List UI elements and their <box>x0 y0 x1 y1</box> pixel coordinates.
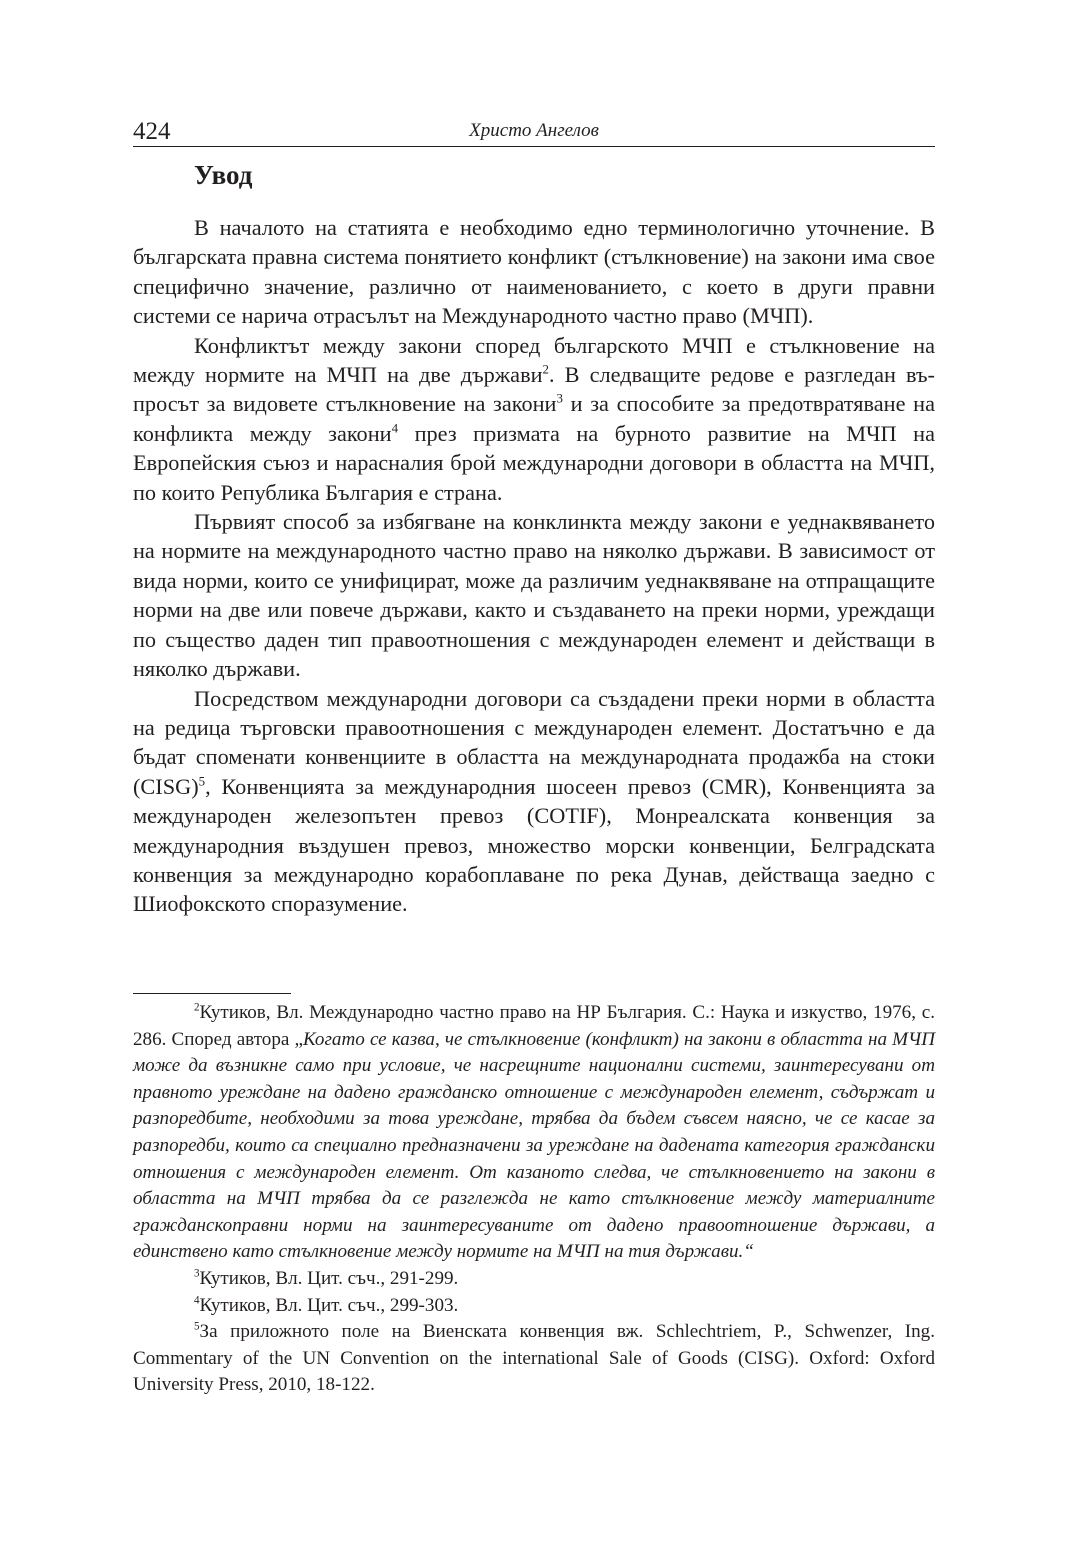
paragraph-4-text-b: , Конвенцията за международния шосеен превоз (CMR), Конвенцията за международен железопътен превоз (COTIF), Монреалската конвенция за международния въздушен превоз, множество морски конвенции, Белградската конвенция за международно корабоплаване по река Дунав, действаща заедно с Шиофокското споразумение. <box>133 773 935 917</box>
footnotes <box>133 1000 935 1399</box>
footnote-ref-3[interactable]: 3 <box>556 391 563 407</box>
footnote-ref-2[interactable]: 2 <box>542 361 549 377</box>
footnote-2-quote: Когато се казва, че стълкновение (конфликт) на закони в областта на МЧП може да възникне само при условие, че насрещните национални системи, заинтересувани от правното уреждане на дадено гражданско отношение с международен елемент, съдържат и разпоредбите, необходими за това уреждане, трябва да бъдем съвсем наясно, че се касае за разпоредби, които са специално предназначени за уреждане на дадената категория граждански отношения с международен елемент. От казаното следва, че стълкновението на закони в областта на МЧП трябва да се разглежда не като стълкновение между материалните гражданскоправни норми на заинтересуваните от дадено правоотношение държави, а единствено като стълкновение между нормите на МЧП на тия държави.“ <box>133 1028 935 1263</box>
paragraph-3: Първият способ за избягване на конклинкта между закони е уеднаквяването на нормите на международното частно право на няколко държави. В зависимост от вида норми, които се унифицират, може да различим уеднаквяване на отпращащите норми на две или повече държави, както и създаването на преки норми, уреждащи по същество даден тип правоотношения с международен елемент и действащи в няколко държави. <box>133 509 935 682</box>
paragraph-2-text-c: и за способите за предотвратяване на конфликта между закони <box>133 391 935 446</box>
footnote-3 <box>133 1266 935 1293</box>
paragraph-4-text-a: Посредством международни договори са създадени преки норми в областта на редица търговски правоотношения с международен елемент. Достатъчно е да бъдат споменати конвенциите в областта на международната продажба на стоки (CISG) <box>133 685 935 799</box>
footnote-separator <box>133 993 291 994</box>
footnote-5-text: За приложното поле на Виенската конвенция вж. Schlechtriem, P., Schwenzer, Ing. Commentary of the UN Convention on the international Sale of Goods (CISG). Oxford: Oxford University Press, 2010, 18-122. <box>133 1321 935 1396</box>
footnote-3-text: Кутиков, Вл. Цит. съч., 291-299. <box>199 1267 459 1289</box>
footnote-ref-5[interactable]: 5 <box>198 773 206 789</box>
footnote-number-4: 4 <box>194 1294 200 1307</box>
page-header <box>133 112 935 147</box>
footnote-2 <box>133 1000 935 1266</box>
paragraph-1: В началото на статията е необходимо едно терминологично уточнение. В българската правна система понятието конфликт (стълкновение) на закони има свое специфично значение, различно от наименованието, с което в други правни системи се нарича отрасълът на Международното частно право (МЧП). <box>133 215 935 329</box>
paragraph-2-text-b: . В следващите редове е разгледан въпросът за видовете стълкновение на закони <box>133 362 935 417</box>
footnote-5 <box>133 1319 935 1399</box>
paragraph-2-text-d: през призмата на бурното развитие на МЧП на Европейския съюз и нарасналия брой международни договори в областта на МЧП, по които Република България е страна. <box>133 420 936 505</box>
footnote-2-text: Кутиков, Вл. Международно частно право на НР България. С.: Наука и изкуство, 1976, с. 286. Според автора „ <box>133 1002 935 1050</box>
body-text <box>133 213 935 919</box>
page-number: 424 <box>133 118 171 145</box>
footnote-4-text: Кутиков, Вл. Цит. съч., 299-303. <box>199 1294 459 1316</box>
paragraph-2 <box>133 331 935 507</box>
footnote-number-3: 3 <box>194 1267 200 1280</box>
paragraph-2-text-a: Конфликтът между закони според българското МЧП е стълкновение на между нормите на МЧП на две държави <box>133 332 935 388</box>
section-title: Увод <box>194 160 253 190</box>
running-head-author: Христо Ангелов <box>469 120 599 141</box>
footnote-number-2: 2 <box>194 1001 200 1014</box>
paragraph-4 <box>133 684 935 919</box>
footnote-ref-4[interactable]: 4 <box>391 420 399 436</box>
footnote-number-5: 5 <box>194 1320 200 1333</box>
footnote-4 <box>133 1293 935 1320</box>
